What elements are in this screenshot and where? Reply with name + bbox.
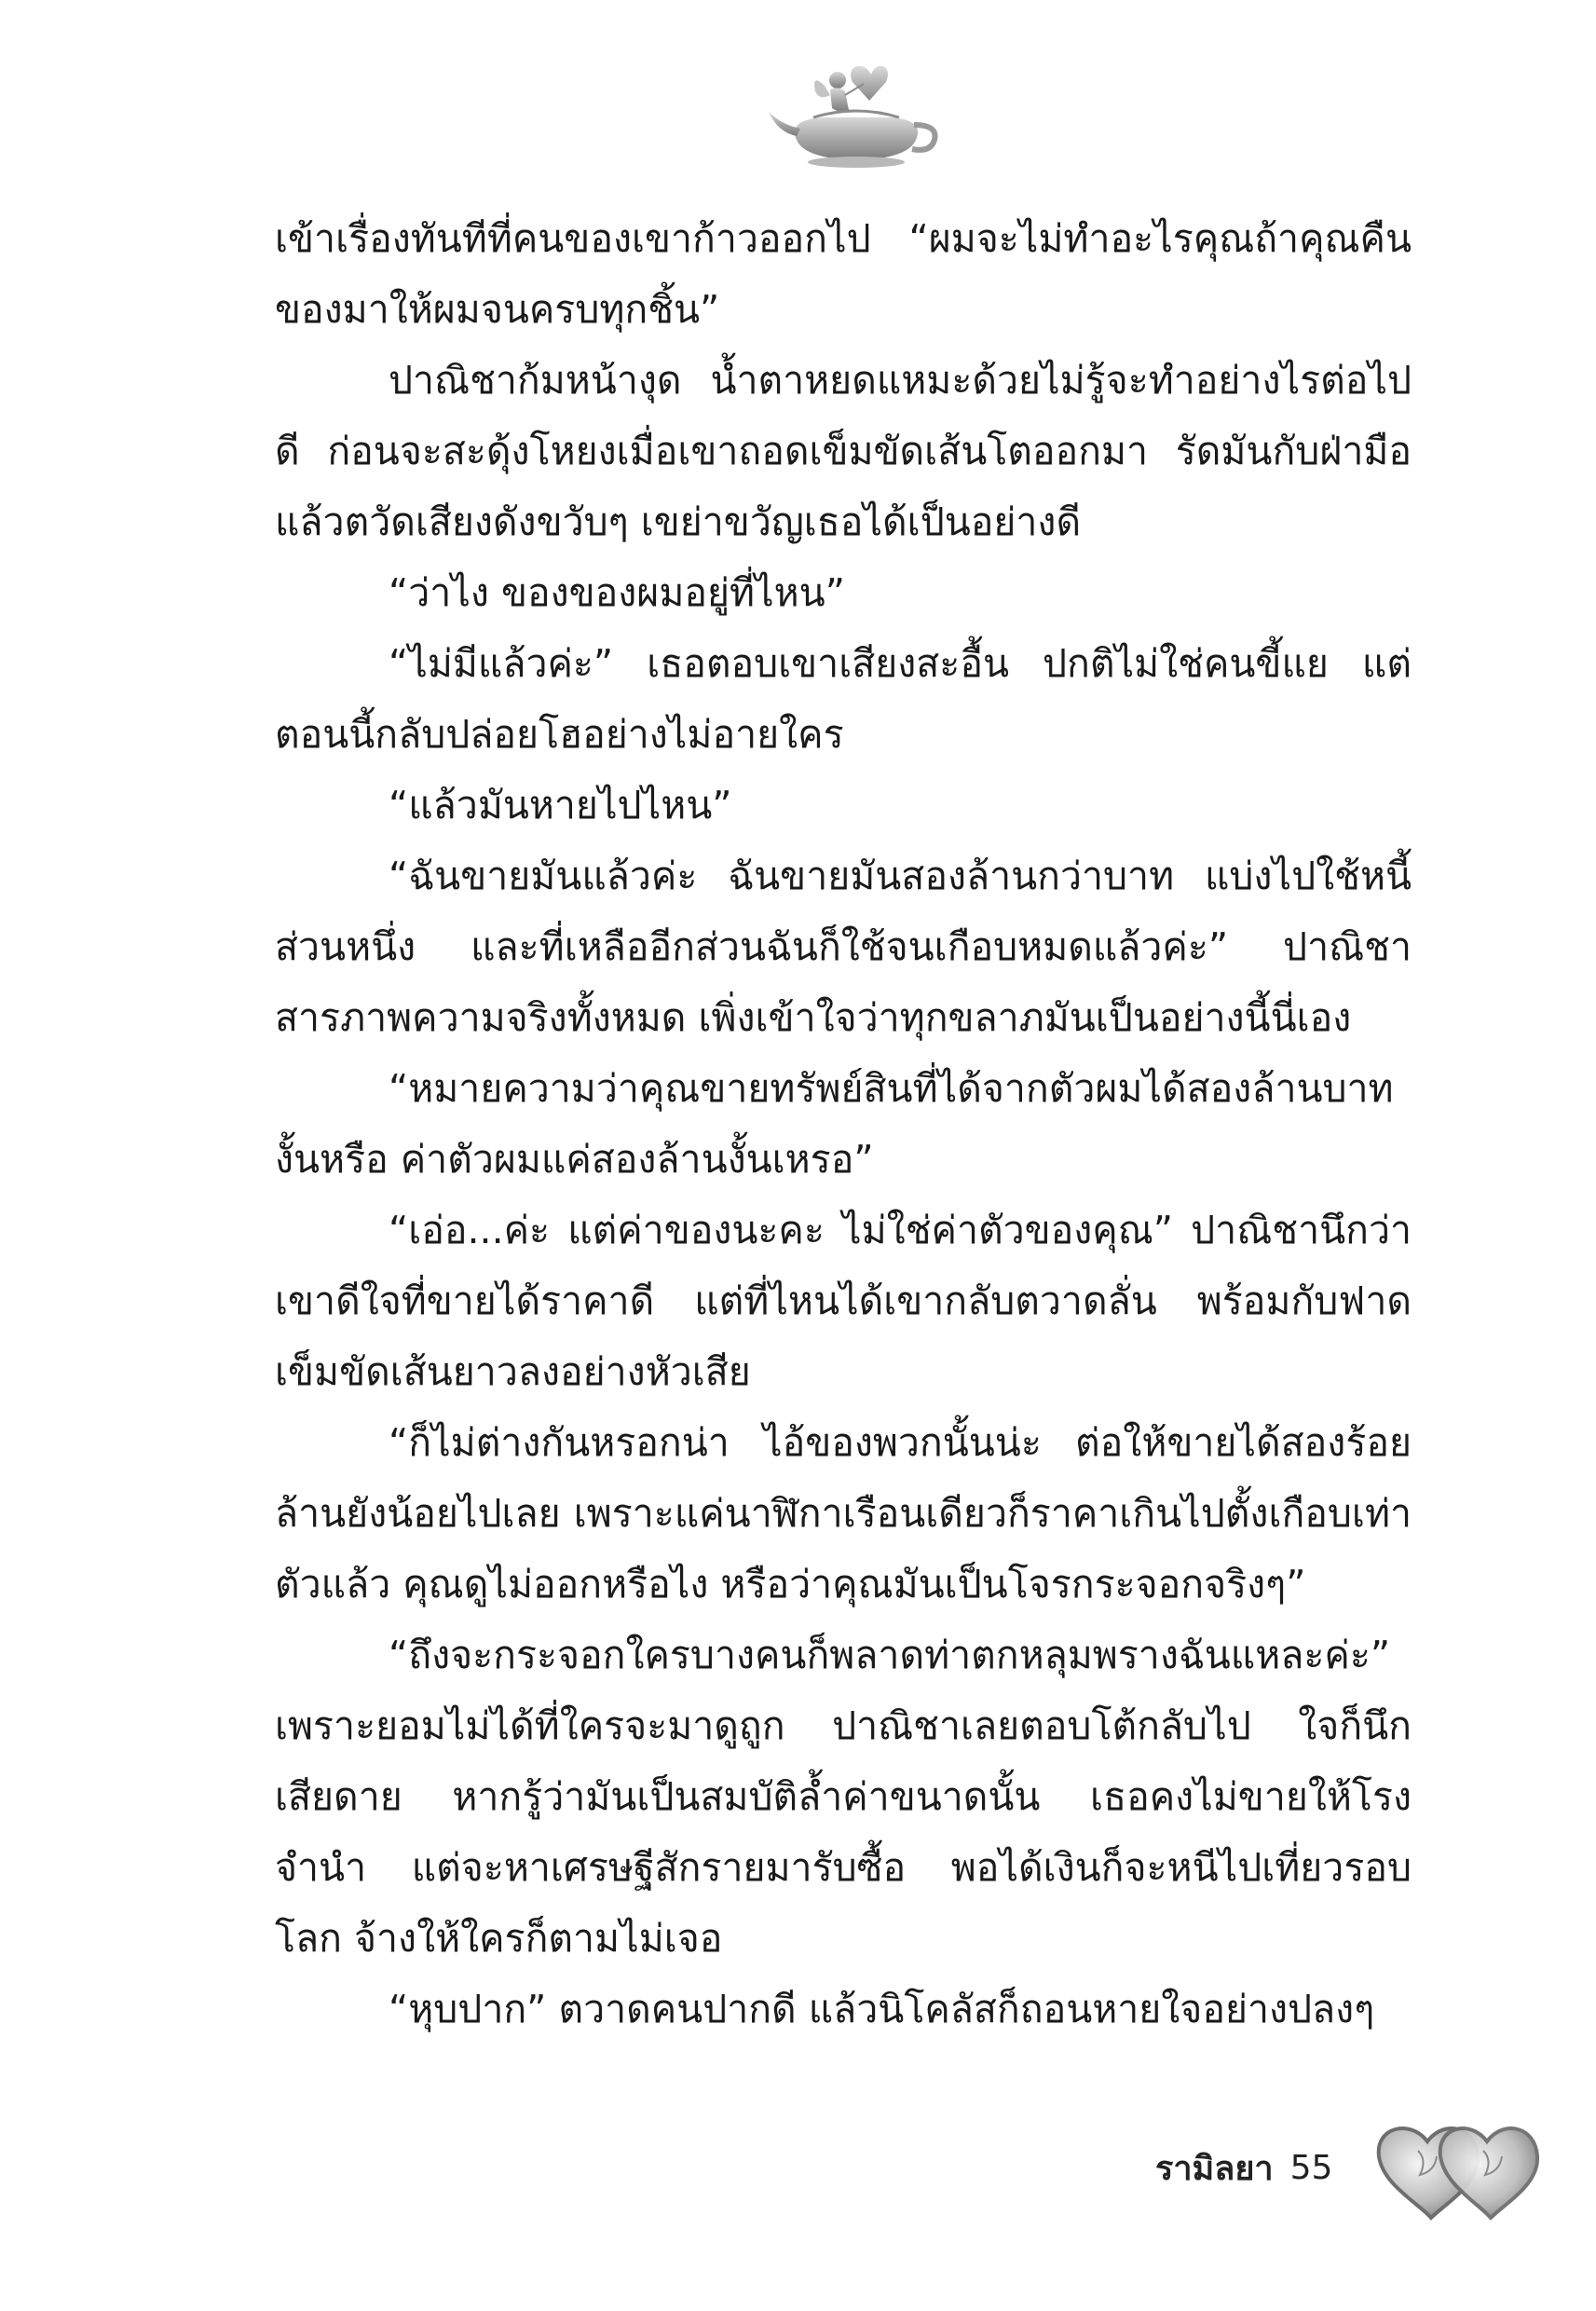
paragraph: “หมายความว่าคุณขายทรัพย์สินที่ได้จากตัวผมได้สองล้านบาทงั้นหรือ ค่าตัวผมแค่สองล้านงั้นเหรอ” xyxy=(275,1066,1394,1182)
twin-hearts-icon xyxy=(1370,2113,1547,2225)
paragraph: “ไม่มีแล้วค่ะ” เธอตอบเขาเสียงสะอื้น ปกติไม่ใช่คนขี้แย แต่ตอนนี้กลับปล่อยโฮอย่างไม่อายใคร xyxy=(275,641,1412,757)
paragraph: “ก็ไม่ต่างกันหรอกน่า ไอ้ของพวกนั้นน่ะ ต่อให้ขายได้สองร้อยล้านยังน้อยไปเลย เพราะแค่นาฬิกาเรือนเดียวก็ราคาเกินไปตั้งเกือบเท่าตัวแล้ว คุณดูไม่ออกหรือไง หรือว่าคุณมันเป็นโจรกระจอกจริงๆ” xyxy=(275,1420,1412,1607)
page-number: 55 xyxy=(1289,2148,1333,2187)
book-title: รามิลยา xyxy=(1155,2149,1274,2188)
paragraph: ปาณิชาก้มหน้างุด น้ำตาหยดแหมะด้วยไม่รู้จะทำอย่างไรต่อไปดี ก่อนจะสะดุ้งโหยงเมื่อเขาถอดเข็มขัดเส้นโตออกมา รัดมันกับฝ่ามือ แล้วตวัดเสียงดังขวับๆ เขย่าขวัญเธอได้เป็นอย่างดี xyxy=(275,358,1412,544)
paragraph: “หุบปาก” ตวาดคนปากดี แล้วนิโคลัสก็ถอนหายใจอย่างปลงๆ xyxy=(389,1987,1375,2031)
paragraph: เข้าเรื่องทันทีที่คนของเขาก้าวออกไป “ผมจะไม่ทำอะไรคุณถ้าคุณคืนของมาให้ผมจนครบทุกชิ้น” xyxy=(275,216,1412,332)
paragraph: “แล้วมันหายไปไหน” xyxy=(389,783,732,827)
paragraph: “ฉันขายมันแล้วค่ะ ฉันขายมันสองล้านกว่าบาท แบ่งไปใช้หนี้ส่วนหนึ่ง และที่เหลืออีกส่วนฉันก็ใช้จนเกือบหมดแล้วค่ะ” ปาณิชาสารภาพความจริงทั้งหมด เพิ่งเข้าใจว่าทุกขลาภมันเป็นอย่างนี้นี่เอง xyxy=(275,854,1412,1040)
cupid-teapot-ornament-icon xyxy=(759,47,946,177)
paragraph: “ว่าไง ของของผมอยู่ที่ไหน” xyxy=(389,570,845,615)
paragraph: “เอ่อ...ค่ะ แต่ค่าของนะคะ ไม่ใช่ค่าตัวของคุณ” ปาณิชานึกว่าเขาดีใจที่ขายได้ราคาดี แต่ที่ไหนได้เขากลับตวาดลั่น พร้อมกับฟาดเข็มขัดเส้นยาวลงอย่างหัวเสีย xyxy=(275,1208,1412,1394)
page-footer xyxy=(1155,2140,1332,2195)
chapter-body-text xyxy=(275,203,1412,2044)
paragraph: “ถึงจะกระจอกใครบางคนก็พลาดท่าตกหลุมพรางฉันแหละค่ะ” เพราะยอมไม่ได้ที่ใครจะมาดูถูก ปาณิชาเลยตอบโต้กลับไป ใจก็นึกเสียดาย หากรู้ว่ามันเป็นสมบัติล้ำค่าขนาดนั้น เธอคงไม่ขายให้โรงจำนำ แต่จะหาเศรษฐีสักรายมารับซื้อ พอได้เงินก็จะหนีไปเที่ยวรอบโลก จ้างให้ใครก็ตามไม่เจอ xyxy=(275,1633,1412,1961)
